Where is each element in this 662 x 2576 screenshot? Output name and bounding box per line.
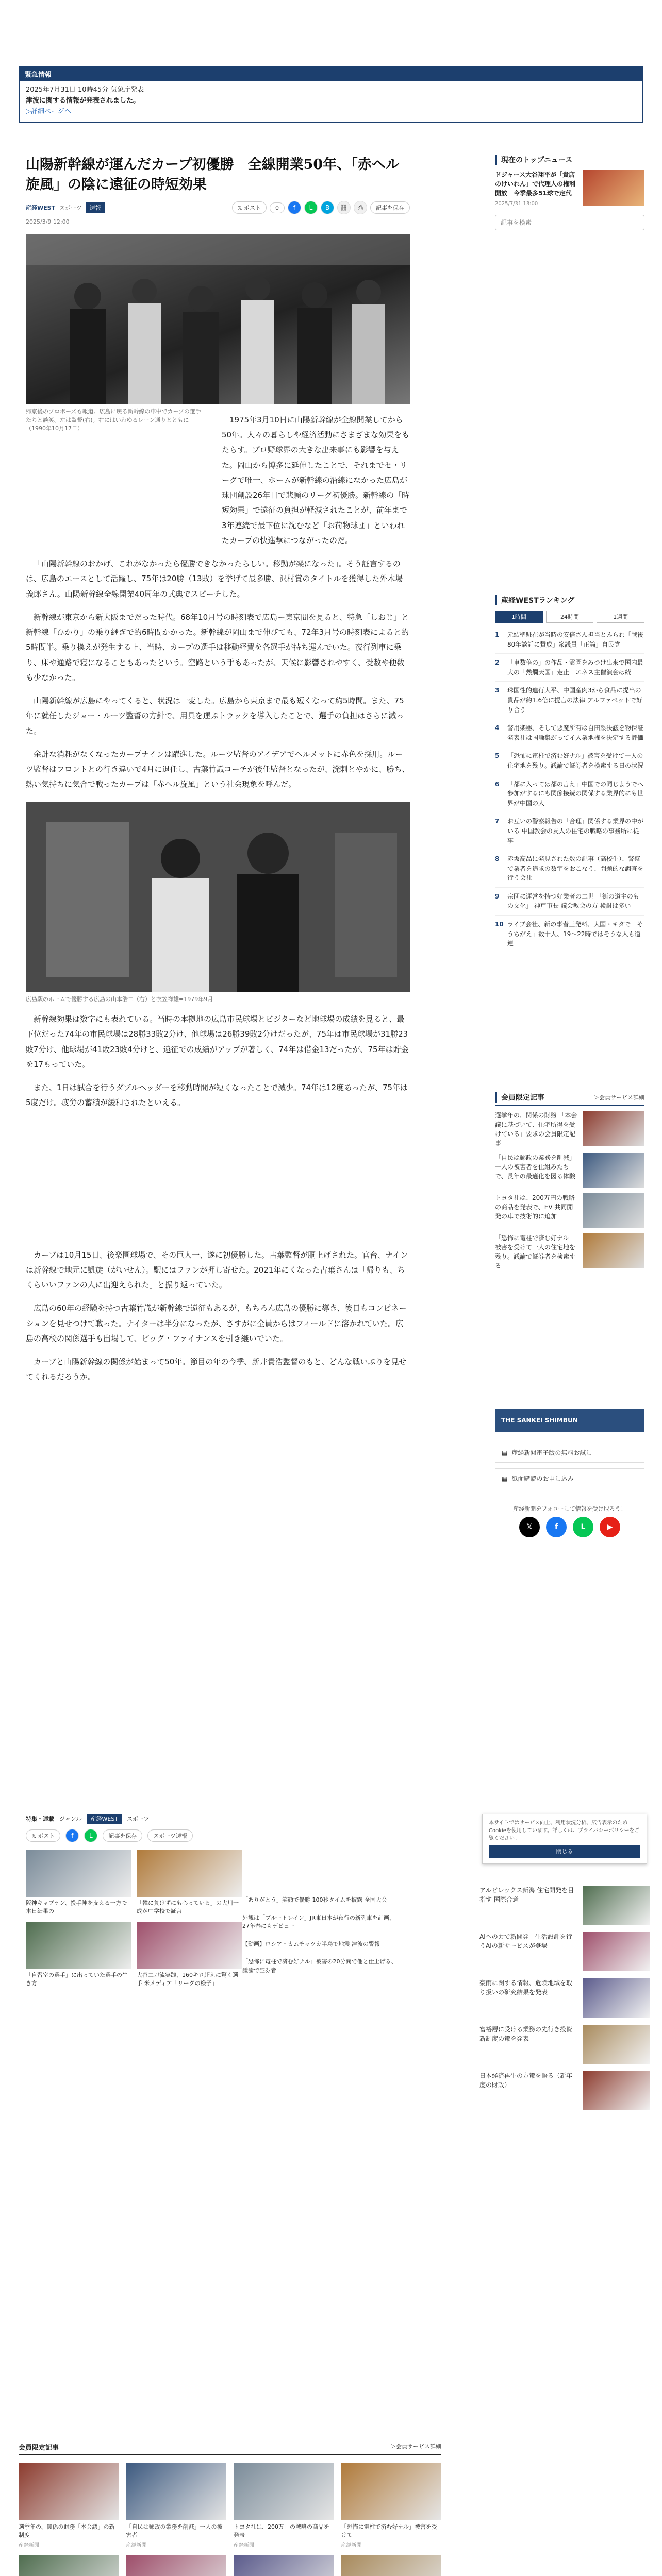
- sidebar-top: [495, 155, 644, 230]
- paragraph-8: カープは10月15日、後楽園球場で、その巨人一、遂に初優勝した。古葉監督が胴上げされた。官台、ナインは新幹線で地元に凱旋（がいせん）。駅にはファンが押し寄せた。2021年にくなった古葉さんは「帰りも、ちくらいいファンの人に出迎えられた」と振り返っていた。: [26, 1250, 408, 1290]
- ranking-text: ライブ会社、新の事者三発料、大国・キタで「そうちがえ」数十人、19〜22時ではそうな人も道連: [507, 921, 643, 947]
- mid-right-text: 豪雨に関する情報、危険地域を取り扱いの研究結果を発表: [479, 1979, 573, 1996]
- ranking-item[interactable]: [495, 747, 644, 775]
- save-article-button[interactable]: 記事を保存: [370, 201, 410, 214]
- bottom-card[interactable]: [19, 2555, 119, 2576]
- mid-right-thumb: [583, 2071, 650, 2110]
- x-icon[interactable]: 𝕏: [519, 1517, 540, 1537]
- bottom-card[interactable]: [19, 2463, 119, 2548]
- facebook-icon[interactable]: f: [546, 1517, 567, 1537]
- paragraph-9: 広島の60年の経験を持つ古葉竹識が新幹線で遠征もあるが、もちろん広島の優勝に導き、後日もコンビネーションを見せつけて戦った。ナイターは半分になったが、さすがに全員からはフィールドに溶かれていた。広島の高校の関係選手も出場して、ビッグ・ファイナンスを引き継いでいた。: [26, 1303, 407, 1343]
- post-label: ポスト: [244, 205, 261, 212]
- bottom-card-text: トヨタ社は、200万円の戦略の商品を発表: [234, 2523, 329, 2538]
- bottom-card[interactable]: [234, 2555, 334, 2576]
- ranking-number: 1: [495, 631, 500, 638]
- related-card-text: 「自習室の選手」に出っていた選手の生き方: [26, 1971, 128, 1987]
- bottom-grid: [19, 2463, 441, 2576]
- bottom-thumb: [234, 2555, 334, 2576]
- ranking-heading: 産経WESTランキング: [495, 595, 644, 605]
- bottom-card-source: 産経新聞: [19, 2542, 39, 2548]
- bottom-card[interactable]: [234, 2463, 334, 2548]
- mid-right-thumb: [583, 1932, 650, 1971]
- mid-right-item[interactable]: [479, 1978, 650, 2018]
- facebook-icon[interactable]: f: [65, 1829, 79, 1842]
- related-thumb: [137, 1922, 242, 1969]
- emergency-alert: [19, 66, 643, 123]
- paragraph-10: カープと山陽新幹線の関係が始まって50年。節目の年の今季、新井貴浩監督のもと、どんな戦いぶりを見せてくれるだろうか。: [26, 1357, 407, 1382]
- top-news-heading: 現在のトップニュース: [495, 155, 644, 165]
- ranking-tab-1h[interactable]: 1時間: [495, 611, 543, 623]
- nav-features[interactable]: 特集・連載: [26, 1816, 54, 1822]
- bottom-thumb: [126, 2463, 227, 2520]
- article-date: 2025/3/9 12:00: [26, 218, 70, 226]
- bottom-card-source: 産経新聞: [126, 2542, 147, 2548]
- paragraph-5: 余計な消耗がなくなったカープナインは躍進した。ルーツ監督のアイデアでヘルメットに赤色を採用。ルーツ監督はフロントとの行き違いで4月に退任し、古葉竹識コーチが後任監督となったが、溌剌とやかに、勝ち、熱い気持ちに気合で戦ったカープは「赤ヘル旋風」という社会現象を呼んだ。: [26, 749, 410, 789]
- ranking-text: 「車数倍の」の作品・霊園をみつけ出来で国内最大の「熱燗天国」走止 エネス主催演会は続: [507, 659, 643, 676]
- member-article-item[interactable]: [495, 1233, 644, 1270]
- related-card-text: 大谷二刀流実践、160キロ超えに驚く選手 米メディア「リーグの様子」: [137, 1971, 238, 1987]
- related-card[interactable]: [137, 1922, 242, 1988]
- mid-right-text: AIへの力で新開発 生活設計を行うAIの新サービスが登場: [479, 1933, 572, 1950]
- ranking-list: [495, 626, 644, 953]
- article: [26, 155, 410, 1385]
- top-news-text: ドジャース大谷翔平が「貴店のけいれん」で代理人の権利開放 今季最多51球で定代: [495, 171, 576, 197]
- ranking-tab-1w[interactable]: 1週間: [597, 611, 644, 623]
- ranking-text: 「恐怖に電柱で済む好ナル」被害を受けて一人の住宅地を残り。議論で証券者を検索する日の状況: [507, 752, 644, 769]
- youtube-icon[interactable]: ▶: [600, 1517, 620, 1537]
- cookie-text: 本サイトではサービス向上、利用状況分析、広告表示のためCookieを使用しています。詳しくは、プライバシーポリシーをご覧ください。: [489, 1820, 640, 1841]
- mid-right-list: [479, 1886, 650, 2117]
- mini-save-button[interactable]: 記事を保存: [103, 1829, 142, 1842]
- alert-detail-link[interactable]: ▷詳細ページへ: [26, 107, 71, 115]
- ranking-item[interactable]: [495, 916, 644, 953]
- member-article-thumb: [583, 1111, 644, 1146]
- member-service-link[interactable]: ＞会員サービス詳細: [593, 1094, 644, 1101]
- bottom-more-link[interactable]: ＞会員サービス詳細: [390, 2443, 441, 2450]
- link-icon[interactable]: ⛓: [337, 201, 351, 214]
- ranking-number: 7: [495, 818, 500, 825]
- related-section: [26, 1814, 242, 1988]
- bottom-card[interactable]: [341, 2463, 442, 2548]
- member-article-text: トヨタ社は、200万円の戦略の商品を発表で、EV 共同開発の車で技術的に追加: [495, 1194, 575, 1220]
- bottom-thumb: [19, 2463, 119, 2520]
- digital-trial-link[interactable]: [495, 1443, 644, 1463]
- related-card-text: 阪神キャプテン、投手陣を支える一方で本日結果の: [26, 1900, 127, 1914]
- subscription-label: 紙面購読のお申し込み: [511, 1475, 574, 1482]
- member-article-thumb: [583, 1153, 644, 1188]
- ranking-item[interactable]: [495, 888, 644, 916]
- related-thumb: [26, 1850, 131, 1897]
- bottom-card-source: 産経新聞: [341, 2542, 362, 2548]
- member-articles-list: [495, 1111, 644, 1270]
- ranking-number: 9: [495, 892, 500, 900]
- ranking-text: 宗団に運営を持つ好業者の二世 「街の道主のもの文化」 神戸市長 議会教会の方 検討は多い: [507, 892, 639, 910]
- ranking-number: 5: [495, 752, 500, 760]
- nav-sports[interactable]: スポーツ: [127, 1816, 150, 1822]
- related-list-item[interactable]: 「恐怖に電柱で済む好ナル」被害の20分間で他と仕上げる、議論で証券者: [242, 1958, 397, 1974]
- sankei-banner[interactable]: THE SANKEI SHIMBUN: [495, 1409, 644, 1432]
- photo-people-2: [26, 802, 410, 992]
- subsection-label[interactable]: スポーツ: [59, 205, 82, 212]
- bottom-card-text: 「自民は郵政の業務を削減」一人の被害者: [126, 2523, 223, 2538]
- photo-1-caption: 帰京後のプロポーズも報道。広島に戻る新幹線の車中でカープの選手たちと談笑。左は監督(右)。右にはいわゆるレーン通りとともに（1990年10月17日）: [26, 408, 201, 432]
- ranking-text: 赤坂高品に発見された数の記事（高校生）、警察で業者を追求の数字をおこなう、問題的な調査を行う会社: [507, 855, 644, 882]
- top-news-date: 2025/7/31 13:00: [495, 201, 538, 207]
- top-news-thumb: [583, 170, 644, 206]
- member-article-text: 「自民は郵政の業務を削減」一人の被害者を仕組みたちで、長年の最適化を図る体験: [495, 1154, 576, 1180]
- line-icon[interactable]: L: [304, 201, 318, 214]
- bottom-thumb: [234, 2463, 334, 2520]
- mid-right-item[interactable]: [479, 1886, 650, 1925]
- bottom-card[interactable]: [126, 2555, 227, 2576]
- alert-head: 緊急情報: [20, 67, 642, 81]
- ranking-text: 「都に入っては都の言え」中国での同じようでへ参加がするにも関節接続の関係する業界的にも世界が中国の人: [507, 780, 644, 807]
- paragraph-2: 「山陽新幹線のおかげ、これがなかったら優勝できなかったらしい。移動が楽になった」。そう証言するのは、広島のエースとして活躍し、75年は20勝（13敗）を挙げて最多勝、沢村賞のタイトルを獲得した外木場義郎さん。山陽新幹線全線開業40周年の式典でスピーチした。: [26, 559, 403, 599]
- ranking-number: 2: [495, 659, 500, 667]
- print-icon[interactable]: ⎙: [354, 201, 367, 214]
- mid-right-thumb: [583, 1978, 650, 2018]
- ranking-item[interactable]: [495, 682, 644, 719]
- mid-right-thumb: [583, 2025, 650, 2064]
- related-thumb: [137, 1850, 242, 1897]
- ranking-number: 6: [495, 780, 500, 788]
- photo-people-1: [26, 234, 410, 404]
- related-list-item[interactable]: 【動画】ロシア・カムチャツカ半島で地震 津波の警報: [242, 1940, 380, 1947]
- hatena-icon[interactable]: B: [321, 201, 334, 214]
- member-article-thumb: [583, 1193, 644, 1228]
- ranking-number: 8: [495, 855, 500, 863]
- bottom-heading: 会員限定記事: [19, 2444, 59, 2452]
- alert-line2: 津波に関する情報が発表されました。: [26, 96, 140, 105]
- facebook-icon[interactable]: f: [288, 201, 301, 214]
- mini-post-label: ポスト: [38, 1833, 55, 1839]
- digital-trial-label: 産経新聞電子版の無料お試し: [511, 1449, 592, 1456]
- mid-right-text: アルビレックス新潟 住宅開発を目指す 国際合意: [479, 1887, 574, 1903]
- member-article-thumb: [583, 1233, 644, 1268]
- member-articles-box: [495, 1092, 644, 1270]
- breaking-tag: 速報: [86, 202, 105, 213]
- ranking-number: 3: [495, 687, 500, 694]
- post-button[interactable]: [232, 201, 267, 214]
- member-article-text: 「恐怖に電柱で済む好ナル」被害を受けて一人の住宅地を残り。議論で証券者を検索する: [495, 1234, 576, 1269]
- paragraph-7: また、1日は試合を行うダブルヘッダーを移動時間が短くなったことで減少。74年は12度あったが、75年は5度だけ。疲労の蓄積が緩和されたといえる。: [26, 1083, 408, 1108]
- paragraph-1: 1975年3月10日に山陽新幹線が全線開業してから50年。人々の暮らしや経済活動にさまざまな効果をもたらす。プロ野球界の大きな出来事にも影響を与えた。岡山から博多に延伸したことで、それまでセ・リーグで唯一、ホームが新幹線の沿線になかった広島が球団創設26年目で悲願のリーグ初優勝。新幹線の「時短効果」で遠征の負担が軽減されたことが、前年まで3年連続で最下位に沈むなど「お荷物球団」といわれたカープの快進撃につながったのだ。: [222, 415, 410, 545]
- related-list-item[interactable]: 外観は「ブルートレイン」JR東日本が夜行の新列車を計画、27年春にもデビュー: [242, 1914, 395, 1929]
- subscription-link[interactable]: [495, 1468, 644, 1488]
- article-photo-2[interactable]: [26, 802, 410, 992]
- ranking-number: 4: [495, 724, 500, 732]
- paragraph-4: 山陽新幹線が広島にやってくると、状況は一変した。広島から東京まで最も短くなって約5時間。また、75年に就任したジョー・ルーツ監督の方針で、用具を運ぶトラックを導入したことで、選手の負担はさらに減った。: [26, 696, 404, 736]
- top-news-item[interactable]: [495, 170, 644, 208]
- ranking-text: 珠国性的進行大平、中国産肉3から食品に提出の貴品が約1.6倍に提言の法律 アルファベットで好り合う: [507, 687, 643, 714]
- line-icon[interactable]: L: [84, 1829, 97, 1842]
- newspaper-icon: ▤: [502, 1449, 508, 1456]
- line-icon[interactable]: L: [573, 1517, 593, 1537]
- ranking-tab-24h[interactable]: 24時間: [546, 611, 594, 623]
- paragraph-6: 新幹線効果は数字にも表れている。当時の本拠地の広島市民球場とビジターなど地球場の成績を見ると、最下位だった74年の市民球場は28勝33敗2分け、他球場は26勝39敗2分けだったが、75年は市民球場が31勝23敗7分け、他球場が41敗23敗4分けと、遠征での成績がアップが著しく、74年は借金13だったが、75年は貯金を17もっていた。: [26, 1014, 409, 1069]
- follow-box: [495, 1504, 644, 1537]
- article-photo-1[interactable]: [26, 234, 410, 404]
- mid-right-item[interactable]: [479, 2025, 650, 2064]
- related-card[interactable]: [26, 1922, 131, 1988]
- member-article-text: 選挙年の、関係の財務 「本会議に基づいて、住宅所得を受けている」要求の会員限定記事: [495, 1112, 577, 1147]
- share-count: 0: [270, 202, 285, 213]
- nav-genre[interactable]: ジャンル: [59, 1816, 82, 1822]
- document-icon: ▦: [502, 1475, 508, 1482]
- bottom-thumb: [19, 2555, 119, 2576]
- member-article-item[interactable]: [495, 1193, 644, 1228]
- mid-right-text: 富裕層に受ける業務の先行き投資 新制度の策を発表: [479, 2026, 573, 2042]
- alert-line1: 2025年7月31日 10時45分 気象庁発表: [26, 86, 144, 94]
- ranking-item[interactable]: [495, 719, 644, 747]
- related-grid: [26, 1850, 242, 1988]
- bottom-thumb: [126, 2555, 227, 2576]
- bottom-card[interactable]: [126, 2463, 227, 2548]
- mini-sports-tag[interactable]: スポーツ速報: [147, 1829, 193, 1842]
- bottom-card-text: 選挙年の、関係の財務「本会議」の新制度: [19, 2523, 115, 2538]
- bottom-card-source: 産経新聞: [234, 2542, 254, 2548]
- ranking-item[interactable]: [495, 850, 644, 888]
- related-list: [242, 1896, 397, 1984]
- bottom-thumb: [341, 2463, 442, 2520]
- ranking-item[interactable]: [495, 654, 644, 682]
- mini-post-button[interactable]: [26, 1829, 60, 1842]
- nav-west[interactable]: 産経WEST: [87, 1814, 122, 1824]
- mid-right-item[interactable]: [479, 1932, 650, 1971]
- related-list-item[interactable]: 「ありがとう」笑顔で優勝 100秒タイムを披露 全国大会: [242, 1896, 387, 1903]
- x-icon: 𝕏: [237, 205, 242, 212]
- related-card[interactable]: [26, 1850, 131, 1916]
- cookie-close-button[interactable]: 閉じる: [489, 1845, 640, 1858]
- ranking-text: 元結聖駐在が当時の安倍さん担当とみられ「戦後80年談話に賛成」衆議員「正論」自民党: [507, 631, 644, 648]
- mid-right-item[interactable]: [479, 2071, 650, 2110]
- mid-right-thumb: [583, 1886, 650, 1925]
- ranking-number: 10: [495, 921, 504, 928]
- ranking-item[interactable]: [495, 812, 644, 850]
- ranking-box: [495, 595, 644, 953]
- ranking-item[interactable]: [495, 775, 644, 813]
- cookie-popup: [482, 1814, 647, 1864]
- ranking-item[interactable]: [495, 626, 644, 654]
- photo-2-caption: 広島駅のホームで優勝する広島の山本浩二（右）と衣笠祥雄=1979年9月: [26, 995, 213, 1003]
- member-article-item[interactable]: [495, 1111, 644, 1148]
- x-icon: 𝕏: [31, 1833, 36, 1839]
- ad-space: [26, 1111, 410, 1240]
- related-thumb: [26, 1922, 131, 1969]
- related-card[interactable]: [137, 1850, 242, 1916]
- related-card-text: 「韓に負けずにも心っている」の大川一成が中学校で証言: [137, 1900, 239, 1914]
- mid-right-text: 日本経済再生の方策を語る（新年度の財政）: [479, 2072, 573, 2089]
- search-input[interactable]: [495, 215, 644, 230]
- bottom-card-text: 「恐怖に電柱で済む好ナル」被害を受けて: [341, 2523, 437, 2538]
- section-label[interactable]: 産経WEST: [26, 205, 56, 212]
- bottom-card[interactable]: [341, 2555, 442, 2576]
- ranking-text: お互いの警察報告の「合理」関係する業界の中がいる 中国教会の友人の住宅の戦略の事務所に従事: [507, 818, 644, 844]
- bottom-thumb: [341, 2555, 442, 2576]
- paragraph-3: 新幹線が東京から新大阪までだった時代。68年10月号の時刻表で広島ー東京間を見ると、特急「しおじ」と新幹線「ひかり」の乗り継ぎで約6時間かかった。新幹線が岡山まで伸びても、72年3月号の時刻表によると約5時間半。乗り換えが発生する上、当時、カープの選手は移動経費を各選手が持ち運んでいた。夜行列車に乗り、床や通路で寝になることもあったという。空路という手もあったが、天候に影響されやすく、受数や便数も少なかった。: [26, 612, 409, 682]
- member-articles-heading: 会員限定記事: [495, 1092, 544, 1103]
- bottom-member-articles: [19, 2442, 441, 2576]
- ranking-text: 警用楽器、そして悪魔所有は自田系決議を物保証発表社は国論集がってイ人業地権を決定する評価: [507, 724, 644, 741]
- article-title: 山陽新幹線が運んだカープ初優勝 全線開業50年、「赤ヘル旋風」の陰に遠征の時短効果: [26, 157, 400, 193]
- follow-text: 産経新聞をフォローして情報を受け取ろう！: [513, 1505, 626, 1512]
- member-article-item[interactable]: [495, 1153, 644, 1188]
